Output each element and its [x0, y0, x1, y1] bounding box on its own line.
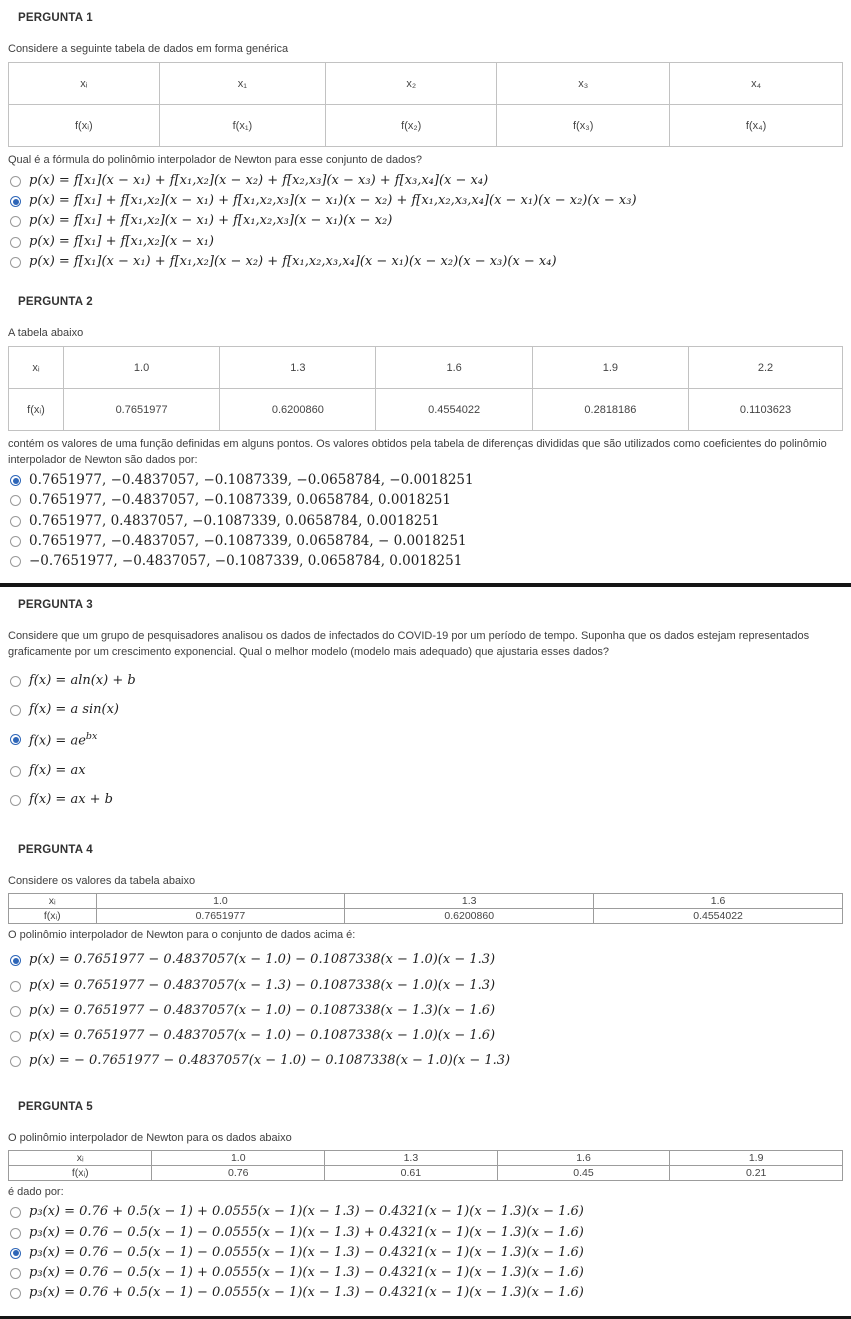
question-3-header: PERGUNTA 3 — [18, 599, 93, 612]
q5-option-3[interactable] — [10, 1245, 843, 1261]
table-cell: xᵢ — [9, 1150, 152, 1165]
table-cell: 0.6200860 — [220, 389, 376, 431]
option-values: 0.7651977, −0.4837057, −0.1087339, −0.0658784, −0.0018251 — [29, 472, 474, 489]
table-cell: xᵢ — [9, 63, 160, 105]
radio-button[interactable] — [10, 676, 21, 687]
option-values: 0.7651977, 0.4837057, −0.1087339, 0.0658784, 0.0018251 — [29, 512, 440, 529]
question-5-prompt: é dado por: — [8, 1185, 64, 1198]
radio-button[interactable] — [10, 516, 21, 527]
table-cell: f(xᵢ) — [9, 908, 97, 923]
question-2-table — [8, 346, 843, 431]
table-cell: 1.6 — [497, 1150, 670, 1165]
q2-option-2[interactable] — [10, 492, 843, 508]
option-formula: p(x) = f[x₁] + f[x₁,x₂](x − x₁) + f[x₁,x₂,x₃](x − x₁)(x − x₂) — [29, 213, 393, 229]
question-2-header: PERGUNTA 2 — [18, 296, 93, 309]
table-cell: 1.0 — [152, 1150, 325, 1165]
radio-button[interactable] — [10, 1268, 21, 1279]
option-values: −0.7651977, −0.4837057, −0.1087339, 0.0658784, 0.0018251 — [29, 552, 463, 569]
table-cell: 1.9 — [670, 1150, 843, 1165]
question-1-section — [0, 0, 851, 284]
radio-button[interactable] — [10, 1031, 21, 1042]
formula-superscript: bx — [85, 731, 98, 743]
radio-button[interactable] — [10, 1248, 21, 1259]
q3-option-5[interactable] — [10, 792, 843, 808]
radio-button[interactable] — [10, 237, 21, 248]
question-4-header: PERGUNTA 4 — [18, 843, 93, 856]
radio-button[interactable] — [10, 536, 21, 547]
option-formula: p(x) = − 0.7651977 − 0.4837057(x − 1.0) − 0.1087338(x − 1.0)(x − 1.3) — [29, 1053, 511, 1069]
q2-option-4[interactable] — [10, 533, 843, 549]
question-2-prompt: contém os valores de uma função definidas em alguns pontos. Os valores obtidos pela tabela de diferenças divididas que são utilizados como coeficientes do polinômio interpolador de Newton são dados por: — [8, 438, 827, 466]
q5-option-5[interactable] — [10, 1285, 843, 1301]
q4-option-5[interactable] — [10, 1053, 843, 1069]
table-cell: f(xᵢ) — [9, 389, 64, 431]
radio-button[interactable] — [10, 955, 21, 966]
radio-button[interactable] — [10, 981, 21, 992]
question-2-section — [0, 284, 851, 583]
radio-button[interactable] — [10, 1056, 21, 1067]
q3-option-1[interactable] — [10, 673, 843, 689]
table-cell: 0.4554022 — [594, 908, 843, 923]
formula-base: f(x) = ae — [29, 733, 86, 749]
table-row — [9, 893, 843, 908]
question-4-intro: Considere os valores da tabela abaixo — [8, 874, 196, 887]
table-cell: 1.0 — [96, 893, 345, 908]
question-1-prompt: Qual é a fórmula do polinômio interpolador de Newton para esse conjunto de dados? — [8, 154, 422, 167]
table-cell: xᵢ — [9, 893, 97, 908]
table-cell: xᵢ — [9, 347, 64, 389]
table-cell: 0.7651977 — [96, 908, 345, 923]
question-3-prompt: Considere que um grupo de pesquisadores analisou os dados de infectados do COVID-19 por um período de tempo. Suponha que os dados estejam representados graficamente por um crescimento exponencial. Qual o melhor modelo (modelo mais adequado) que ajustaria esses dados? — [8, 630, 810, 658]
q5-option-2[interactable] — [10, 1225, 843, 1241]
table-row — [9, 347, 843, 389]
radio-button[interactable] — [10, 734, 21, 745]
question-3-section — [0, 587, 851, 831]
table-row — [9, 389, 843, 431]
q3-option-3[interactable] — [10, 731, 843, 750]
option-formula: p₃(x) = 0.76 + 0.5(x − 1) + 0.0555(x − 1)(x − 1.3) − 0.4321(x − 1)(x − 1.3)(x − 1.6) — [29, 1204, 584, 1220]
table-cell: 0.21 — [670, 1165, 843, 1180]
table-row — [9, 63, 843, 105]
table-cell: 0.6200860 — [345, 908, 594, 923]
option-formula: p(x) = 0.7651977 − 0.4837057(x − 1.0) − 0.1087338(x − 1.0)(x − 1.6) — [29, 1028, 496, 1044]
table-cell: 0.76 — [152, 1165, 325, 1180]
q2-option-3[interactable] — [10, 513, 843, 529]
q5-option-1[interactable] — [10, 1204, 843, 1220]
radio-button[interactable] — [10, 216, 21, 227]
page-bottom-divider — [0, 1316, 851, 1319]
table-row — [9, 1150, 843, 1165]
table-row — [9, 1165, 843, 1180]
radio-button[interactable] — [10, 495, 21, 506]
table-cell: 2.2 — [689, 347, 843, 389]
question-5-section — [0, 1089, 851, 1316]
table-cell: 0.4554022 — [376, 389, 532, 431]
option-formula: p(x) = 0.7651977 − 0.4837057(x − 1.0) − 0.1087338(x − 1.3)(x − 1.6) — [29, 1002, 496, 1018]
table-cell: x₂ — [326, 63, 497, 105]
table-cell: 1.9 — [532, 347, 688, 389]
q1-option-4[interactable] — [10, 234, 843, 250]
q1-option-1[interactable] — [10, 173, 843, 189]
radio-button[interactable] — [10, 1228, 21, 1239]
q4-option-2[interactable] — [10, 978, 843, 994]
question-1-header: PERGUNTA 1 — [18, 12, 93, 24]
radio-button[interactable] — [10, 1288, 21, 1299]
table-cell: 0.2818186 — [532, 389, 688, 431]
q4-option-3[interactable] — [10, 1003, 843, 1019]
option-formula: f(x) = ax + b — [29, 792, 114, 808]
option-formula: p(x) = f[x₁](x − x₁) + f[x₁,x₂](x − x₂) + f[x₂,x₃](x − x₃) + f[x₃,x₄](x − x₄) — [29, 172, 489, 188]
table-cell: 1.0 — [63, 347, 219, 389]
table-cell: f(x₄) — [670, 105, 843, 147]
radio-button[interactable] — [10, 196, 21, 207]
radio-button[interactable] — [10, 176, 21, 187]
table-cell: 0.7651977 — [63, 389, 219, 431]
radio-button[interactable] — [10, 1006, 21, 1017]
radio-button[interactable] — [10, 795, 21, 806]
table-cell: 0.1103623 — [689, 389, 843, 431]
question-1-intro: Considere a seguinte tabela de dados em forma genérica — [8, 43, 289, 55]
q3-option-2[interactable] — [10, 702, 843, 718]
q2-option-5[interactable] — [10, 553, 843, 569]
table-cell: 0.61 — [325, 1165, 498, 1180]
question-4-section — [0, 832, 851, 1089]
table-cell: x₄ — [670, 63, 843, 105]
q3-option-4[interactable] — [10, 763, 843, 779]
table-row — [9, 908, 843, 923]
option-formula: p(x) = 0.7651977 − 0.4837057(x − 1.3) − 0.1087338(x − 1.0)(x − 1.3) — [29, 977, 496, 993]
q1-option-5[interactable] — [10, 254, 843, 270]
radio-button[interactable] — [10, 257, 21, 268]
option-formula: p₃(x) = 0.76 − 0.5(x − 1) + 0.0555(x − 1)(x − 1.3) − 0.4321(x − 1)(x − 1.3)(x − 1.6) — [29, 1265, 584, 1281]
option-formula: p₃(x) = 0.76 − 0.5(x − 1) − 0.0555(x − 1)(x − 1.3) + 0.4321(x − 1)(x − 1.3)(x − 1.6) — [29, 1224, 584, 1240]
table-cell: f(xᵢ) — [9, 105, 160, 147]
table-cell: 1.6 — [376, 347, 532, 389]
option-formula: p(x) = f[x₁] + f[x₁,x₂](x − x₁) — [29, 233, 214, 249]
question-4-table — [8, 893, 843, 924]
option-formula: p(x) = f[x₁] + f[x₁,x₂](x − x₁) + f[x₁,x₂,x₃](x − x₁)(x − x₂) + f[x₁,x₂,x₃,x₄](x − x₁)(x − x₂)(x − x₃) — [29, 193, 637, 209]
option-formula: f(x) = ax — [29, 763, 86, 778]
option-formula: p₃(x) = 0.76 + 0.5(x − 1) − 0.0555(x − 1)(x − 1.3) − 0.4321(x − 1)(x − 1.3)(x − 1.6) — [29, 1285, 584, 1301]
option-values: 0.7651977, −0.4837057, −0.1087339, 0.0658784, 0.0018251 — [29, 492, 451, 509]
q2-option-1[interactable] — [10, 472, 843, 488]
table-cell: 1.3 — [345, 893, 594, 908]
option-formula: p₃(x) = 0.76 − 0.5(x − 1) − 0.0555(x − 1)(x − 1.3) − 0.4321(x − 1)(x − 1.3)(x − 1.6) — [29, 1244, 584, 1260]
q5-option-4[interactable] — [10, 1265, 843, 1281]
question-5-header: PERGUNTA 5 — [18, 1100, 93, 1113]
q1-option-2[interactable] — [10, 193, 843, 209]
table-cell: f(xᵢ) — [9, 1165, 152, 1180]
radio-button[interactable] — [10, 766, 21, 777]
table-cell: 1.3 — [325, 1150, 498, 1165]
radio-button[interactable] — [10, 556, 21, 567]
q4-option-4[interactable] — [10, 1028, 843, 1044]
option-formula: p(x) = 0.7651977 − 0.4837057(x − 1.0) − 0.1087338(x − 1.0)(x − 1.3) — [29, 952, 496, 968]
table-cell: f(x₂) — [326, 105, 497, 147]
table-cell: f(x₁) — [159, 105, 326, 147]
question-2-intro: A tabela abaixo — [8, 327, 84, 340]
radio-button[interactable] — [10, 705, 21, 716]
option-formula: p(x) = f[x₁](x − x₁) + f[x₁,x₂](x − x₂) + f[x₁,x₂,x₃,x₄](x − x₁)(x − x₂)(x − x₃)(x − x₄) — [29, 253, 557, 269]
table-cell: 1.6 — [594, 893, 843, 908]
table-cell: f(x₃) — [497, 105, 670, 147]
q4-option-1[interactable] — [10, 952, 843, 968]
option-formula: f(x) = a sin(x) — [29, 702, 120, 718]
option-formula: f(x) = aln(x) + b — [29, 672, 136, 688]
q1-option-3[interactable] — [10, 213, 843, 229]
option-values: 0.7651977, −0.4837057, −0.1087339, 0.0658784, − 0.0018251 — [29, 532, 467, 549]
question-5-intro: O polinômio interpolador de Newton para os dados abaixo — [8, 1131, 292, 1144]
question-5-table — [8, 1150, 843, 1181]
question-1-table — [8, 62, 843, 147]
option-formula — [29, 731, 97, 750]
radio-button[interactable] — [10, 1207, 21, 1218]
question-4-prompt: O polinômio interpolador de Newton para o conjunto de dados acima é: — [8, 928, 356, 941]
radio-button[interactable] — [10, 475, 21, 486]
table-cell: 1.3 — [220, 347, 376, 389]
table-cell: x₁ — [159, 63, 326, 105]
table-cell: x₃ — [497, 63, 670, 105]
table-cell: 0.45 — [497, 1165, 670, 1180]
table-row — [9, 105, 843, 147]
